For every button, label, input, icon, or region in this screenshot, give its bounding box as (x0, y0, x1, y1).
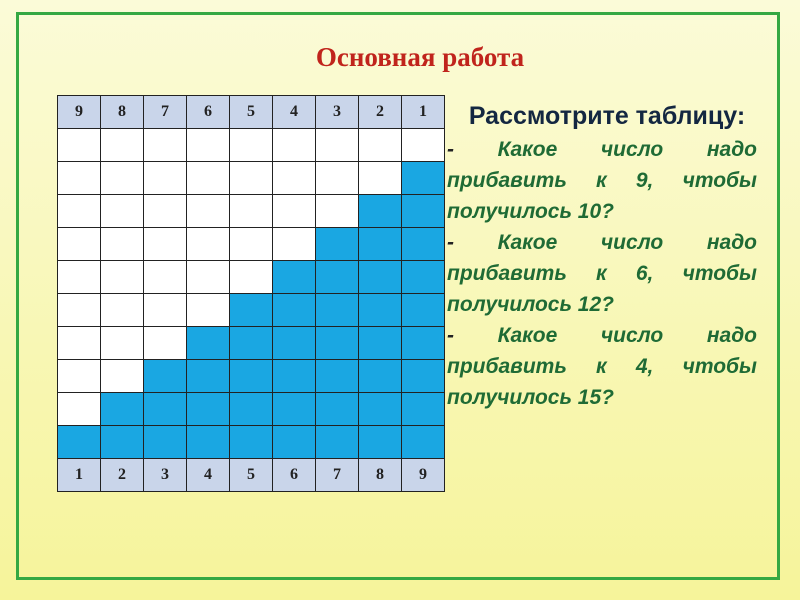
table-cell-empty (101, 162, 144, 195)
table-cell-empty (144, 327, 187, 360)
table-cell-empty (101, 360, 144, 393)
table-cell-filled (316, 426, 359, 459)
table-cell-filled (273, 360, 316, 393)
table-cell-filled (316, 327, 359, 360)
table-cell-empty (144, 162, 187, 195)
table-cell-empty (101, 129, 144, 162)
table-cell-empty (144, 195, 187, 228)
table-footer-cell: 6 (273, 459, 316, 492)
table-cell-empty (144, 261, 187, 294)
table-header-cell: 6 (187, 96, 230, 129)
table-cell-empty (273, 162, 316, 195)
table-cell-empty (58, 393, 101, 426)
table-header-cell: 7 (144, 96, 187, 129)
table-cell-filled (359, 261, 402, 294)
table-header-cell: 9 (58, 96, 101, 129)
table-cell-filled (402, 162, 445, 195)
number-table (57, 95, 445, 492)
table-cell-empty (230, 195, 273, 228)
question-text: Какое число надо прибавить к 6, чтобы получилось 12? (447, 231, 758, 316)
table-cell-filled (359, 426, 402, 459)
table-cell-filled (402, 426, 445, 459)
table-cell-empty (101, 261, 144, 294)
table-cell-filled (273, 294, 316, 327)
table-cell-empty (187, 294, 230, 327)
table-cell-filled (273, 261, 316, 294)
table-cell-empty (273, 195, 316, 228)
table-cell-filled (402, 393, 445, 426)
table-cell-empty (101, 327, 144, 360)
table-cell-filled (230, 393, 273, 426)
table-footer-cell: 7 (316, 459, 359, 492)
table-cell-filled (316, 360, 359, 393)
question-2: - Какое число надо прибавить к 6, чтобы получилось 12? (447, 231, 758, 316)
table-cell-filled (402, 360, 445, 393)
table-cell-filled (187, 393, 230, 426)
table-cell-filled (101, 426, 144, 459)
table-cell-empty (144, 228, 187, 261)
table-cell-filled (230, 426, 273, 459)
question-3: - Какое число надо прибавить к 4, чтобы получилось 15? (447, 324, 758, 409)
table-cell-filled (359, 228, 402, 261)
table-cell-filled (402, 261, 445, 294)
table-cell-empty (101, 228, 144, 261)
table-cell-empty (144, 294, 187, 327)
table-cell-empty (359, 129, 402, 162)
table-cell-empty (273, 129, 316, 162)
table-header-cell: 3 (316, 96, 359, 129)
table-cell-filled (144, 426, 187, 459)
table-header-cell: 8 (101, 96, 144, 129)
table-cell-empty (316, 129, 359, 162)
table-cell-filled (273, 327, 316, 360)
table-cell-filled (187, 327, 230, 360)
table-cell-filled (316, 294, 359, 327)
table-cell-empty (58, 294, 101, 327)
table-cell-filled (402, 195, 445, 228)
table-cell-empty (58, 327, 101, 360)
table-cell-empty (101, 195, 144, 228)
table-cell-empty (230, 228, 273, 261)
table-cell-filled (273, 426, 316, 459)
table-cell-empty (144, 129, 187, 162)
table-footer-cell: 3 (144, 459, 187, 492)
table-cell-filled (316, 228, 359, 261)
table-footer-cell: 4 (187, 459, 230, 492)
table-cell-filled (402, 327, 445, 360)
table-cell-filled (230, 360, 273, 393)
table-cell-filled (144, 393, 187, 426)
table-footer-cell: 9 (402, 459, 445, 492)
table-cell-empty (58, 360, 101, 393)
task-title: Рассмотрите таблицу: (468, 102, 746, 130)
table-cell-empty (58, 195, 101, 228)
table-header-cell: 1 (402, 96, 445, 129)
table-footer-cell: 8 (359, 459, 402, 492)
table-cell-empty (187, 162, 230, 195)
table-cell-empty (187, 228, 230, 261)
task-panel (447, 98, 757, 413)
table-cell-filled (187, 426, 230, 459)
table-header-cell: 2 (359, 96, 402, 129)
question-text: Какое число надо прибавить к 9, чтобы получилось 10? (447, 138, 758, 223)
table-cell-empty (58, 162, 101, 195)
table-cell-empty (230, 129, 273, 162)
table-cell-empty (58, 228, 101, 261)
table-cell-empty (273, 228, 316, 261)
table-cell-filled (316, 393, 359, 426)
table-cell-filled (101, 393, 144, 426)
table-cell-filled (187, 360, 230, 393)
table-cell-filled (58, 426, 101, 459)
table-cell-empty (316, 162, 359, 195)
table-cell-filled (316, 261, 359, 294)
table-cell-filled (273, 393, 316, 426)
table-cell-filled (230, 294, 273, 327)
table-footer-cell: 5 (230, 459, 273, 492)
table-cell-filled (359, 360, 402, 393)
table-header-cell: 5 (230, 96, 273, 129)
table-cell-filled (402, 228, 445, 261)
table-cell-empty (402, 129, 445, 162)
table-cell-empty (230, 162, 273, 195)
table-cell-filled (359, 327, 402, 360)
table-header-cell: 4 (273, 96, 316, 129)
slide-title: Основная работа (315, 42, 525, 72)
table-cell-empty (58, 129, 101, 162)
table-cell-empty (187, 129, 230, 162)
table-cell-filled (359, 195, 402, 228)
table-cell-filled (402, 294, 445, 327)
table-cell-filled (359, 294, 402, 327)
question-text: Какое число надо прибавить к 4, чтобы получилось 15? (447, 324, 758, 409)
table-cell-empty (187, 261, 230, 294)
table-cell-empty (101, 294, 144, 327)
table-footer-cell: 1 (58, 459, 101, 492)
table-cell-filled (359, 393, 402, 426)
table-cell-empty (230, 261, 273, 294)
table-footer-cell: 2 (101, 459, 144, 492)
table-cell-filled (144, 360, 187, 393)
table-cell-empty (58, 261, 101, 294)
table-cell-empty (359, 162, 402, 195)
question-1: - Какое число надо прибавить к 9, чтобы получилось 10? (447, 138, 758, 223)
table-cell-filled (230, 327, 273, 360)
table-cell-empty (187, 195, 230, 228)
table-cell-empty (316, 195, 359, 228)
